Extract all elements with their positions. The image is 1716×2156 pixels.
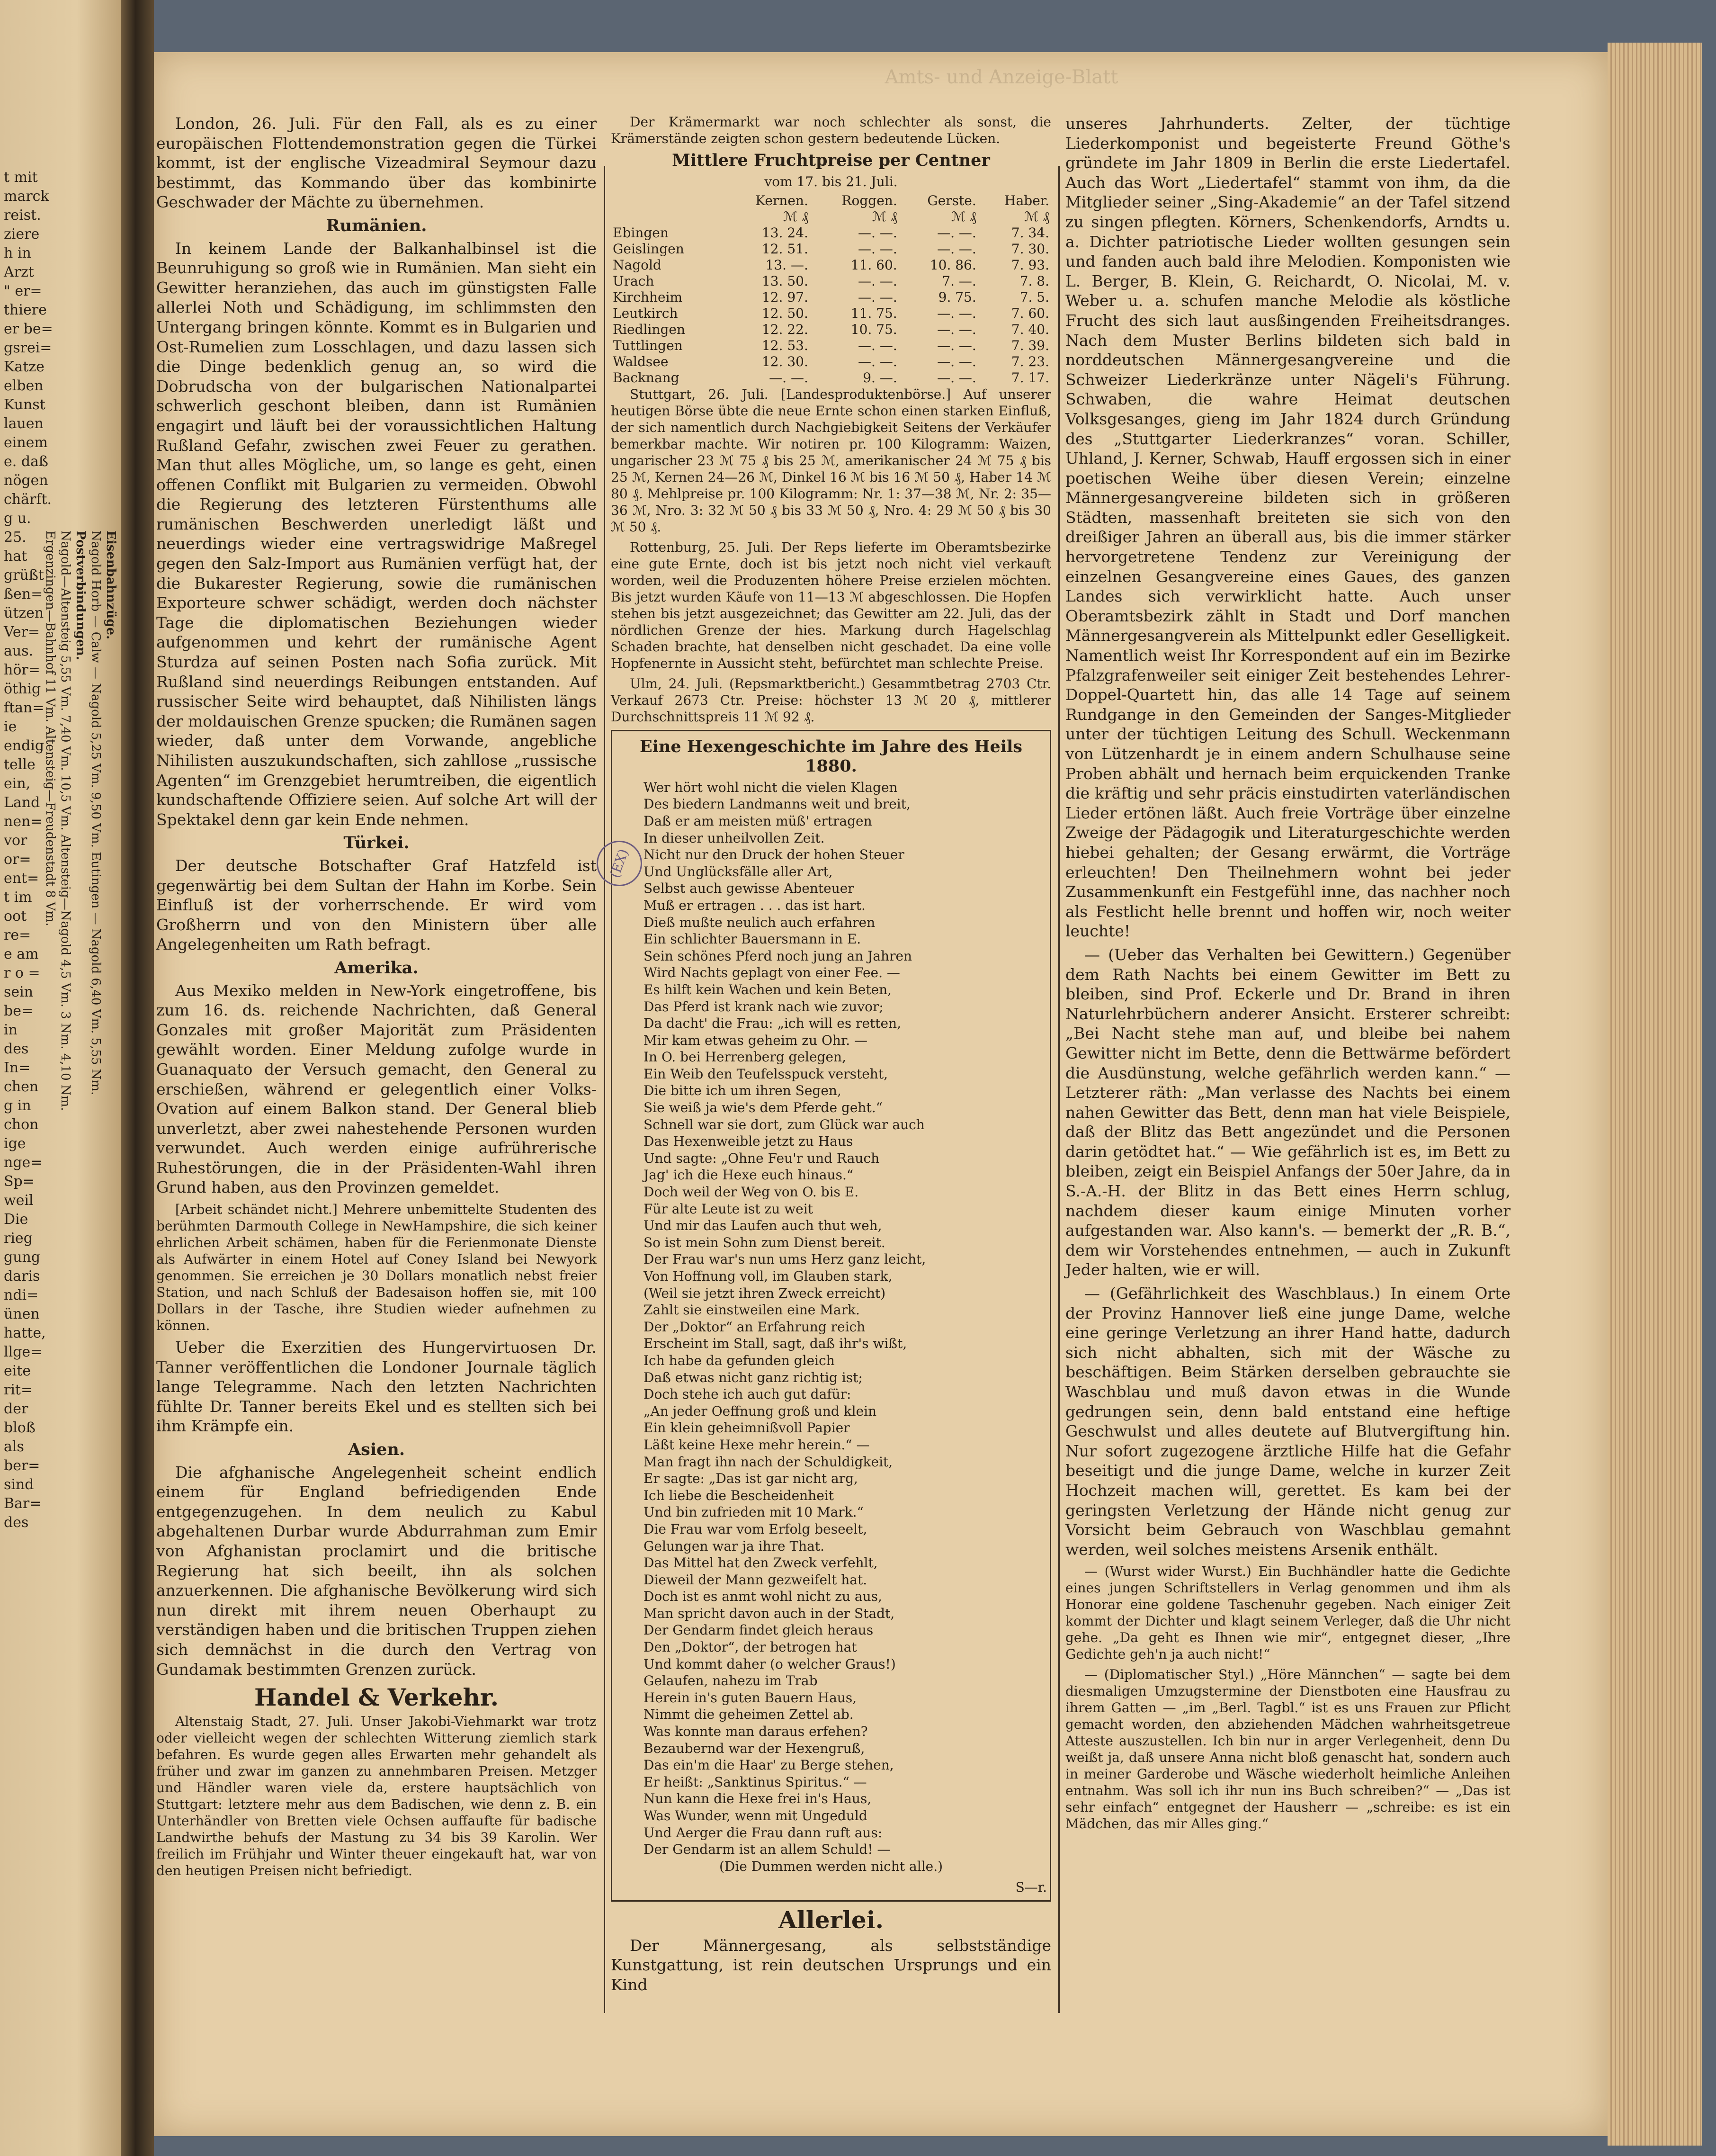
price-table-subtitle: vom 17. bis 21. Juli.	[764, 173, 898, 189]
price-value-cell: —. —.	[937, 225, 976, 241]
poem-line: Der Gendarm ist an allem Schuld! —	[644, 1842, 891, 1858]
left-fragment: endig	[4, 737, 45, 754]
poem-line: Die bitte ich um ihren Segen,	[644, 1083, 841, 1099]
left-page	[0, 0, 128, 2156]
column-2	[611, 114, 1051, 1998]
left-fragment: nen=	[4, 813, 43, 830]
left-fragment: als	[4, 1438, 24, 1455]
stil-paragraph: — (Diplomatischer Styl.) „Höre Männchen“ — sagte bei dem diesmaligen Umzugstermine der Dienstboten eine Hausfrau zu ihrem Gatten — „im „Berl. Tagbl.“ ist es uns Frauen zur Pflicht gemacht worden, den abziehenden Mädchen wahrheitsgetreue Atteste auszustellen. Ich bin nur in arger Verlegenheit, denn Du weißt ja, daß unsere Anna nicht bloß genascht hat, sondern auch in meiner Garderobe und Wäsche wiederholt heimliche Anleihen entnahm. Was soll ich ihr nun ins Buch schreiben?“ — „Das ist sehr einfach“ entgegnet der Hausherr — „schreibe: es ist ein Mädchen, das mir Alles ging.“	[1065, 1667, 1510, 1832]
poem-line: Ich habe da gefunden gleich	[644, 1352, 835, 1368]
price-value-cell: 7. 8.	[1019, 273, 1049, 289]
price-table-header-row	[611, 193, 1051, 209]
left-fragment: Bar=	[4, 1495, 42, 1512]
price-place-cell: Riedlingen	[613, 321, 686, 337]
waschblau-paragraph: — (Gefährlichkeit des Waschblaus.) In einem Orte der Provinz Hannover ließ eine junge Dame, welche eine geringe Verletzung an ihrer Hand hatte, dadurch sich nicht abhalten, sich mit der Wäsche zu beschäftigen. Beim Stärken derselben gebrauchte sie Waschblau und muß davon etwas in die Wunde gedrungen sein, denn bald entstand eine heftige Geschwulst und alles deutete auf Blutvergiftung hin. Nur sofort zugezogene ärztliche Hilfe hat die Gefahr beseitigt und die junge Dame, welche in kurzer Zeit Hochzeit machen will, gerettet. Es kam bei der geringsten Verletzung der Hände nicht genug zur Vorsicht beim Gebrauch von Waschblau gemahnt werden, weil solches meistens Arsenik enthält.	[1065, 1284, 1510, 1559]
poem-line: Das Hexenweible jetzt zu Haus	[644, 1133, 853, 1150]
poem-line: (Weil sie jetzt ihren Zweck erreicht)	[644, 1285, 886, 1301]
poem-line: Die Frau war vom Erfolg beseelt,	[644, 1521, 867, 1537]
poem-line: Selbst auch gewisse Abenteuer	[644, 880, 854, 897]
poem-line: Für alte Leute ist zu weit	[644, 1201, 813, 1217]
left-fragment: chen	[4, 1078, 39, 1095]
left-fragment: t im	[4, 889, 32, 906]
poem-line: Das Pferd ist krank nach wie zuvor;	[644, 998, 884, 1015]
left-fragment: rieg	[4, 1230, 33, 1247]
poem-line: Und kommt daher (o welcher Graus!)	[644, 1656, 896, 1672]
left-fragment: hatte,	[4, 1325, 46, 1341]
left-fragment: be=	[4, 1003, 34, 1019]
table-row	[611, 354, 1051, 370]
poem-line: Nun kann die Hexe frei in's Haus,	[644, 1791, 872, 1807]
timetable-a-title: Eisenbahnzüge.	[104, 530, 118, 640]
timetable-column	[43, 530, 118, 1137]
left-fragment: daris	[4, 1268, 40, 1285]
left-fragment: g in	[4, 1097, 31, 1114]
poem-line: Bezaubernd war der Hexengruß,	[644, 1740, 865, 1756]
table-row	[611, 338, 1051, 354]
table-row	[611, 289, 1051, 305]
price-value-cell: 10. 86.	[930, 257, 976, 273]
heading-allerlei: Allerlei.	[778, 1905, 884, 1934]
amerika-paragraph: Aus Mexiko melden in New-York eingetroffene, bis zum 16. ds. reichende Nachrichten, daß General Gonzales mit großer Majorität zum Präsidenten gewählt worden. Einer Meldung zufolge wurde in Guanaquato der Versuch gemacht, den General zu erschießen, während er gelegentlich einer Volks-Ovation auf einem Balkon stand. Der General blieb unverletzt, aber zwei nahestehende Personen wurden verwundet. Auch werden einige aufrührerische Ruhestörungen, die in der Präsidenten-Wahl ihren Grund haben, aus den Provinzen gemeldet.	[156, 981, 597, 1197]
price-value-cell: 13. 24.	[761, 225, 808, 241]
left-fragment: Arzt	[4, 264, 34, 280]
price-value-cell: —. —.	[858, 241, 897, 257]
ulm-paragraph: Ulm, 24. Juli. (Repsmarktbericht.) Gesammtbetrag 2703 Ctr. Verkauf 2673 Ctr. Preise: höchster 13 ℳ 20 ₰, mittlerer Durchschnittspreis 11 ℳ 92 ₰.	[611, 675, 1051, 725]
poem-line: Der Frau war's nun ums Herz ganz leicht,	[644, 1251, 926, 1267]
poem-line: Er heißt: „Sanktinus Spiritus.“ —	[644, 1774, 867, 1790]
left-fragment: ein,	[4, 775, 31, 792]
price-value-cell: 12. 50.	[761, 305, 808, 321]
left-fragment: In=	[4, 1060, 31, 1076]
poem-line: Und sagte: „Ohne Feu'r und Rauch	[644, 1150, 880, 1166]
left-fragment: öthig	[4, 681, 41, 697]
left-fragment: marck	[4, 188, 49, 205]
poem-line: Jag' ich die Hexe euch hinaus.“	[644, 1167, 854, 1183]
left-fragment: rit=	[4, 1382, 33, 1398]
left-fragment: einem	[4, 434, 48, 451]
left-fragment: e. daß	[4, 453, 48, 470]
poem-line: Gelungen war ja ihre That.	[644, 1538, 825, 1554]
left-fragment: grüßt	[4, 567, 44, 584]
table-row	[611, 305, 1051, 322]
poem-line: Dieweil der Mann gezweifelt hat.	[644, 1572, 867, 1588]
wurst-paragraph: — (Wurst wider Wurst.) Ein Buchhändler hatte die Gedichte eines jungen Schriftstellers in Verlag genommen und ihm als Honorar eine goldene Taschenuhr gegeben. Nach einiger Zeit kommt der Dichter und klagt seinem Verleger, daß die Uhr nicht gehe. „Da geht es Ihnen wie mir“, entgegnet dieser, „Ihre Gedichte geh'n ja auch nicht!“	[1065, 1563, 1510, 1662]
page-edge	[1608, 43, 1702, 2146]
price-place-cell: Urach	[613, 273, 654, 289]
price-value-cell: 13. 50.	[761, 273, 808, 289]
price-value-cell: 7. —.	[942, 273, 976, 289]
left-fragment: vor	[4, 832, 27, 849]
poem-line: Den „Doktor“, der betrogen hat	[644, 1639, 857, 1655]
left-fragment: t mit	[4, 169, 38, 186]
poem-signature: S—r.	[1015, 1879, 1047, 1895]
poem-line: Sie weiß ja wie's dem Pferde geht.“	[644, 1100, 883, 1116]
poem-line: Herein in's guten Bauern Haus,	[644, 1689, 857, 1706]
poem-line: Des biedern Landmanns weit und breit,	[644, 796, 911, 812]
poem-line: Man spricht davon auch in der Stadt,	[644, 1605, 895, 1621]
left-fragment: gsrei=	[4, 340, 52, 356]
poem-line: Dieß mußte neulich auch erfahren	[644, 914, 876, 930]
left-fragment: telle	[4, 756, 36, 773]
price-place-cell: Geislingen	[613, 241, 684, 257]
poem-title: Eine Hexengeschichte im Jahre des Heils 1880.	[639, 737, 1023, 776]
price-value-cell: —. —.	[858, 353, 897, 369]
poem-line: Der Gendarm findet gleich heraus	[644, 1622, 874, 1638]
price-value-cell: 12. 30.	[761, 353, 808, 369]
price-value-cell: —. —.	[937, 353, 976, 369]
price-unit-cell: ℳ ₰	[783, 208, 808, 225]
price-value-cell: 11. 75.	[850, 305, 897, 321]
price-value-cell: 9. —.	[863, 369, 897, 386]
arbeit-paragraph: [Arbeit schändet nicht.] Mehrere unbemittelte Studenten des berühmten Darmouth College in NewHampshire, die sich keiner ehrlichen Arbeit schämen, haben für die Ferienmonate Dienste als Aufwärter in einem Hotel auf Coney Island bei Newyork genommen. Sie erreichen je 30 Dollars monatlich nebst freier Station, und nach Schluß der Badesaison hoffen sie, mit 100 Dollars in der Tasche, ihre Studien wieder aufnehmen zu können.	[156, 1202, 597, 1334]
table-row	[611, 257, 1051, 273]
gewitter-paragraph: — (Ueber das Verhalten bei Gewittern.) Gegenüber dem Rath Nachts bei einem Gewitter im Bett zu bleiben, sind Prof. Eckerle und Dr. Brand in ihren Naturlehrbüchern anderer Ansicht. Ersterer schreibt: „Bei Nacht stehe man auf, und bleibe bei nahem Gewitter nicht im Bette, denn die Bettwärme befördert die Ausdünstung, welche gefährlich werden kann.“ — Letzterer räth: „Man verlasse des Nachts bei einem nahen Gewitter das Bett, denn man hat viele Beispiele, daß der Blitz das Bett angezündet und die Personen darin getödtet hat.“ — Wie gefährlich ist es, im Bett zu bleiben, zeigt ein Beispiel Anfangs der 50er Jahre, da in S.-A.-H. der Blitz in das Bett eines Herrn schlug, nachdem dieser kaum einige Minuten vorher aufgestanden war. Also kann's. — bemerkt der „R. B.“, dem wir Vorstehendes entnehmen, — auch in Zukunft Jeder halten, wie er will.	[1065, 945, 1510, 1279]
left-fragment: llge=	[4, 1344, 43, 1360]
left-fragment: chärft.	[4, 491, 52, 508]
poem-line: Schnell war sie dort, zum Glück war auch	[644, 1116, 925, 1132]
tanner-paragraph: Ueber die Exerzitien des Hungervirtuosen Dr. Tanner veröffentlichen die Londoner Journale täglich lange Telegramme. Nach den letzten Nachrichten fühlte Dr. Tanner bereits Ekel und es stellten sich bei ihm Krämpfe ein.	[156, 1338, 597, 1436]
left-fragment: " er=	[4, 283, 42, 299]
left-fragment: sein	[4, 984, 34, 1000]
masthead-fragment: Amts- und Anzeige-Blatt	[885, 66, 1118, 88]
book-gutter	[121, 0, 154, 2156]
price-value-cell: 7. 30.	[1011, 241, 1049, 257]
left-fragment: ftan=	[4, 700, 45, 716]
left-fragment: Ver=	[4, 624, 40, 640]
table-row	[611, 241, 1051, 257]
heading-amerika: Amerika.	[334, 958, 419, 978]
left-fragment: ßen=	[4, 586, 43, 602]
price-value-cell: —. —.	[937, 321, 976, 337]
poem-line: Nicht nur den Druck der hohen Steuer	[644, 847, 904, 863]
poem-line: Und Aerger die Frau dann ruft aus:	[644, 1824, 883, 1841]
stuttgart-paragraph: Stuttgart, 26. Juli. [Landesproduktenbörse.] Auf unserer heutigen Börse übte die neue Ernte schon einen starken Einfluß, der sich namentlich durch Nachgiebigkeit Seitens der Verkäufer bemerkbar machte. Wir notiren pr. 100 Kilogramm: Waizen, ungarischer 23 ℳ 75 ₰ bis 25 ℳ, amerikanischer 24 ℳ 75 ₰ bis 25 ℳ, Kernen 24—26 ℳ, Dinkel 16 ℳ bis 16 ℳ 50 ₰, Haber 14 ℳ 80 ₰. Mehlpreise pr. 100 Kilogramm: Nr. 1: 37—38 ℳ, Nr. 2: 35—36 ℳ, Nro. 3: 32 ℳ 50 ₰ bis 33 ℳ 50 ₰, Nro. 4: 29 ℳ 50 ₰ bis 30 ℳ 50 ₰.	[611, 386, 1051, 535]
poem-line: Ein schlichter Bauersmann in E.	[644, 931, 861, 947]
left-fragment: bloß	[4, 1419, 36, 1436]
left-fragment: ützen	[4, 605, 44, 621]
poem-line: Es hilft kein Wachen und kein Beten,	[644, 981, 892, 997]
price-value-cell: 7. 39.	[1011, 337, 1049, 353]
poem-line: Was konnte man daraus erfehen?	[644, 1724, 868, 1740]
left-fragment: eite	[4, 1363, 31, 1379]
left-fragment: nge=	[4, 1154, 43, 1171]
left-fragment: hat	[4, 548, 27, 565]
poem-line: Ich liebe die Bescheidenheit	[644, 1487, 834, 1503]
column-rule-2	[1058, 166, 1060, 2013]
left-fragment: Land	[4, 794, 40, 811]
poem-line: Das ein'm die Haar' zu Berge stehen,	[644, 1757, 894, 1773]
price-table-title: Mittlere Fruchtpreise per Centner	[672, 151, 990, 170]
left-fragment: ent=	[4, 870, 39, 887]
left-fragment: ie	[4, 719, 17, 735]
poem-line: In dieser unheilvollen Zeit.	[644, 830, 825, 846]
poem-line: Gelaufen, nahezu im Trab	[644, 1673, 818, 1689]
poem-line: Muß er ertragen . . . das ist hart.	[644, 897, 866, 913]
left-fragment: ber=	[4, 1457, 40, 1474]
poem-note: (Die Dummen werden nicht alle.)	[719, 1858, 943, 1874]
price-place-cell: Kirchheim	[613, 289, 683, 305]
left-fragment: nögen	[4, 472, 48, 489]
price-value-cell: 13. —.	[765, 257, 808, 273]
left-fragment: gung	[4, 1249, 41, 1266]
poem-line: Erscheint im Stall, sagt, daß ihr's wißt,	[644, 1336, 907, 1352]
poem-line: Doch ist es anmt wohl nicht zu aus,	[644, 1589, 882, 1605]
price-value-cell: 11. 60.	[850, 257, 897, 273]
left-fragment: in	[4, 1022, 18, 1038]
heading-handel: Handel & Verkehr.	[254, 1683, 499, 1712]
left-fragment: re=	[4, 927, 31, 943]
left-fragment: ünen	[4, 1306, 40, 1322]
left-fragment: chon	[4, 1116, 39, 1133]
left-fragment: r o =	[4, 965, 40, 981]
poem-line: Läßt keine Hexe mehr herein.“ —	[644, 1437, 870, 1453]
poem-line: Daß er am meisten müß' ertragen	[644, 813, 872, 829]
left-fragment: reist.	[4, 207, 41, 224]
poem-box	[611, 730, 1051, 1902]
price-place-cell: Ebingen	[613, 225, 669, 241]
price-unit-cell: ℳ ₰	[872, 208, 897, 225]
left-fragment: aus.	[4, 643, 34, 659]
price-place-cell: Leutkirch	[613, 305, 678, 321]
poem-line: In O. bei Herrenberg gelegen,	[644, 1049, 846, 1065]
left-fragment: oot	[4, 908, 27, 925]
kraemer-paragraph: Der Krämermarkt war noch schlechter als sonst, die Krämerstände zeigten schon gestern bedeutende Lücken.	[611, 114, 1051, 146]
london-paragraph: London, 26. Juli. Für den Fall, als es zu einer europäischen Flottendemonstration gegen die Türkei kommt, ist der englische Vizeadmiral Seymour dazu bestimmt, das Kommando über das kombinirte Geschwader der Mächte zu übernehmen.	[156, 114, 597, 212]
price-value-cell: 12. 53.	[761, 337, 808, 353]
poem-line: Und Unglücksfälle aller Art,	[644, 863, 833, 880]
left-fragment: e am	[4, 946, 39, 962]
heading-asien: Asien.	[348, 1440, 405, 1460]
price-value-cell: —. —.	[858, 273, 897, 289]
left-fragment: Katze	[4, 359, 45, 375]
price-header-cell: Kernen.	[755, 192, 808, 208]
poem-line: Man fragt ihn nach der Schuldigkeit,	[644, 1454, 893, 1470]
left-fragment: der	[4, 1401, 28, 1417]
left-fragment: Die	[4, 1211, 28, 1228]
tuerkei-paragraph: Der deutsche Botschafter Graf Hatzfeld ist gegenwärtig bei dem Sultan der Hahn im Korbe. Sein Einfluß ist der vorherrschende. Er wird vom Großherrn und von den Ministern über alle Angelegenheiten um Rath befragt.	[156, 856, 597, 954]
left-fragment: hör=	[4, 662, 40, 678]
price-header-cell: Haber.	[1004, 192, 1049, 208]
left-fragment: 25.	[4, 529, 27, 546]
heading-rumaenien: Rumänien.	[326, 216, 427, 235]
poem-line: Doch weil der Weg von O. bis E.	[644, 1184, 859, 1200]
price-value-cell: 7. 60.	[1011, 305, 1049, 321]
poem-line: Wer hört wohl nicht die vielen Klagen	[644, 779, 898, 795]
timetable-a-text: Nagold Horb — Calw — Nagold 5,25 Vm. 9,50 Vm. Eutingen — Nagold 6,40 Vm. 5,55 Nm.	[89, 530, 103, 1096]
left-fragment: elben	[4, 377, 44, 394]
poem-line: Er sagte: „Das ist gar nicht arg,	[644, 1471, 858, 1487]
price-value-cell: 7. 17.	[1011, 369, 1049, 386]
price-header-cell: Roggen.	[841, 192, 897, 208]
price-value-cell: 7. 93.	[1011, 257, 1049, 273]
price-value-cell: —. —.	[858, 337, 897, 353]
price-unit-cell: ℳ ₰	[951, 208, 976, 225]
poem-line: Und mir das Laufen auch thut weh,	[644, 1218, 882, 1234]
left-fragment: Sp=	[4, 1173, 35, 1190]
price-place-cell: Nagold	[613, 257, 661, 273]
poem-line: Wird Nachts geplagt von einer Fee. —	[644, 965, 900, 981]
price-value-cell: —. —.	[858, 289, 897, 305]
table-row	[611, 370, 1051, 386]
poem-line: Ein klein geheimnißvoll Papier	[644, 1420, 850, 1436]
price-value-cell: —. —.	[937, 305, 976, 321]
price-unit-cell: ℳ ₰	[1024, 208, 1049, 225]
left-fragment: des	[4, 1514, 29, 1531]
price-value-cell: —. —.	[769, 369, 808, 386]
price-value-cell: 12. 22.	[761, 321, 808, 337]
poem-line: Von Hoffnung voll, im Glauben stark,	[644, 1268, 893, 1284]
table-row	[611, 322, 1051, 338]
left-fragment: ige	[4, 1135, 26, 1152]
price-unit-cell	[611, 209, 725, 225]
poem-lines	[615, 779, 1047, 1858]
rottenburg-paragraph: Rottenburg, 25. Juli. Der Reps lieferte im Oberamtsbezirke eine gute Ernte, doch ist bis jetzt noch nicht viel verkauft worden, weil die Produzenten höhere Preise erzielen möchten. Bis jetzt wurden Käufe von 11—13 ℳ abgeschlossen. Die Hopfen stehen bis jetzt ausgezeichnet; das Gewitter am 22. Juli, das der nördlichen Grenze der hies. Markung durch Hagelschlag Schaden brachte, hat denselben nicht geschadet. Da eine volle Hopfenernte in Aussicht steht, befürchtet man schlechte Preise.	[611, 539, 1051, 671]
left-fragment: des	[4, 1041, 29, 1057]
left-fragment: Kunst	[4, 396, 45, 413]
left-fragment: g u.	[4, 510, 31, 527]
column-3	[1065, 114, 1510, 1836]
price-table-unit-row	[611, 209, 1051, 225]
poem-line: Und bin zufrieden mit 10 Mark.“	[644, 1504, 864, 1520]
price-value-cell: —. —.	[937, 337, 976, 353]
price-place-cell: Waldsee	[613, 353, 669, 369]
poem-line: Da dacht' die Frau: „ich will es retten,	[644, 1015, 902, 1032]
timetable-b-title: Postverbindungen.	[73, 530, 88, 660]
price-value-cell: 7. 40.	[1011, 321, 1049, 337]
price-place-cell: Tuttlingen	[613, 337, 683, 353]
poem-line: Der „Doktor“ an Erfahrung reich	[644, 1319, 866, 1335]
left-fragment: lauen	[4, 415, 44, 432]
price-table	[611, 193, 1051, 386]
price-value-cell: 12. 51.	[761, 241, 808, 257]
price-place-cell: Backnang	[613, 369, 679, 386]
left-fragment: ziere	[4, 226, 40, 243]
price-value-cell: 10. 75.	[850, 321, 897, 337]
price-value-cell: —. —.	[937, 241, 976, 257]
left-fragment: or=	[4, 851, 31, 868]
price-header-cell	[611, 193, 725, 209]
poem-line: Mir kam etwas geheim zu Ohr. —	[644, 1032, 868, 1048]
left-fragment: sind	[4, 1476, 34, 1493]
left-fragment: thiere	[4, 302, 47, 318]
left-fragment: ndi=	[4, 1287, 39, 1303]
poem-line: Sein schönes Pferd noch jung an Jahren	[644, 948, 912, 964]
price-value-cell: 7. 5.	[1019, 289, 1049, 305]
price-value-cell: 7. 23.	[1011, 353, 1049, 369]
poem-line: Was Wunder, wenn mit Ungeduld	[644, 1808, 867, 1824]
poem-line: Doch stehe ich auch gut dafür:	[644, 1386, 851, 1402]
column-1	[156, 114, 597, 1883]
poem-line: Zahlt sie einstweilen eine Mark.	[644, 1302, 860, 1318]
table-row	[611, 273, 1051, 289]
table-row	[611, 225, 1051, 241]
price-value-cell: 9. 75.	[938, 289, 976, 305]
price-value-cell: —. —.	[937, 369, 976, 386]
column-rule-1	[604, 166, 605, 2013]
poem-line: Ein Weib den Teufelsspuck versteht,	[644, 1066, 888, 1082]
rumaenien-paragraph: In keinem Lande der Balkanhalbinsel ist die Beunruhigung so groß wie in Rumänien. Man sieht ein Gewitter heranziehen, das auch im günstigsten Falle allerlei Noth und Schädigung, im schlimmsten den Untergang bringen könnte. Kommt es in Bulgarien und Ost-Rumelien zum Losschlagen, und dazu lassen sich die Dinge bedenklich genug an, so wird die Dobrudscha von der bulgarischen Nationalpartei schwerlich geschont bleiben, dann ist Rumänien engagirt und läuft bei der voraussichtlichen Haltung Rußland Gefahr, zwischen zwei Feuer zu gerathen. Man thut alles Mögliche, um, so lange es geht, einen offenen Conflikt mit Bulgarien zu vermeiden. Obwohl die Regierung des letzteren Fürstenthums alle rumänischen Beschwerden unerledigt läßt und neuerdings wieder eine vertragswidrige Maßregel gegen den Salz-Import aus Rumänien verfügt hat, der die Bukarester Regierung, sowie die rumänischen Exporteure schwer schädigt, werden doch nächster Tage die diplomatischen Beziehungen wieder aufgenommen und kehrt der rumänische Agent Sturdza auf seinen Posten nach Sofia zurück. Mit Rußland sind neuerdings Reibungen entstanden. Auf russischer Seite wird behauptet, daß Nihilisten längs der moldauischen Grenze spucken; die Rumänen sagen wieder, daß unter dem Vorwande, angebliche Nihilisten auszukundschaften, sich zahllose „russische Agenten“ im Grenzgebiet herumtreiben, die eigentlich kundschaftende Offiziere seien. Auf solche Art will der Spektakel denn gar kein Ende nehmen.	[156, 239, 597, 829]
price-value-cell: 12. 97.	[761, 289, 808, 305]
left-fragment: weil	[4, 1192, 34, 1209]
poem-line: „An jeder Oeffnung groß und klein	[644, 1403, 877, 1419]
timetable-b-text: Nagold—Altensteig 5,55 Vm. 7,40 Vm. 10,5 Vm. Altensteig—Nagold 4,5 Vm. 3 Nm. 4,10 Nm. Ergenzingen—Bahnhof 11 Vm. Altensteig—Freudenstadt 8 Vm.	[43, 530, 72, 1111]
left-fragment: er be=	[4, 321, 53, 337]
heading-tuerkei: Türkei.	[343, 833, 410, 853]
poem-line: Daß etwas nicht ganz richtig ist;	[644, 1369, 863, 1385]
handel-paragraph: Altenstaig Stadt, 27. Juli. Unser Jakobi-Viehmarkt war trotz oder vielleicht wegen der schlechten Witterung ziemlich stark befahren. Es wurde gegen alles Erwarten mehr gehandelt als früher und zwar im ganzen zu annehmbaren Preisen. Metzger und Händler waren viele da, erstere hauptsächlich von Stuttgart: letztere mehr aus dem Badischen, wie denn z. B. ein Unterhändler von Bretten viele Ochsen auffaufte für badische Landwirthe behufs der Mastung zu 34 bis 39 Karolin. Wer freilich im Frühjahr und Winter theuer eingekauft hat, war von den heutigen Preisen nicht befriedigt.	[156, 1713, 597, 1878]
price-value-cell: —. —.	[858, 225, 897, 241]
poem-line: So ist mein Sohn zum Dienst bereit.	[644, 1234, 885, 1250]
asien-paragraph: Die afghanische Angelegenheit scheint endlich einem für England befriedigenden Ende entgegenzugehen. In dem neulich zu Kabul abgehaltenen Durbar wurde Abdurrahman zum Emir von Afghanistan proclamirt und die britische Regierung hat sich beeilt, ihn als solchen anzuerkennen. Die afghanische Bevölkerung wird sich nun direkt mit ihrem neuen Oberhaupt zu verständigen haben und die britischen Truppen ziehen sich demnächst in die durch den Vertrag von Gundamak bestimmten Grenzen zurück.	[156, 1463, 597, 1679]
maennergesang-paragraph: unseres Jahrhunderts. Zelter, der tüchtige Liederkomponist und begeisterte Freund Göthe's gründete im Jahr 1809 in Berlin die erste Liedertafel. Auch das Wort „Liedertafel“ stammt von ihm, da die Mitglieder seiner „Sing-Akademie“ an der Tafel sitzend zu singen pflegten. Körners, Schenkendorfs, Arndts u. a. Dichter patriotische Lieder wollten gesungen sein und fanden auch bald ihre Melodien. Komponisten wie L. Berger, B. Klein, G. Reichardt, O. Nicolai, M. v. Weber u. a. schufen manche Melodie als köstliche Frucht des sich laut ausßingenden Freiheitsdranges. Nach dem Muster Berlins bildeten sich bald in norddeutschen Männergesangvereine und die Schweizer Liederkränze unter Nägeli's Führung. Schwaben, die wahre Heimat deutschen Volksgesanges, gieng im Jahr 1824 durch Gründung des „Stuttgarter Liederkranzes“ voran. Schiller, Uhland, J. Kerner, Schwab, Hauff ergossen sich in einer poetischen Weihe über diesen Verein; einzelne Männergesangvereine bildeten sich in größeren Städten, massenhaft breiteten sie sich von den dreißiger Jahren an überall aus, bis die immer stärker hervorgetretene Tendenz zur Vereinigung der einzelnen Gesangvereine eines Gaues, des ganzen Landes sich verwirklicht hatte. Auch unser Oberamtsbezirk zählt in Stadt und Dorf manchen Männergesangverein als Mittelpunkt edler Geselligkeit. Namentlich weist Ihr Korrespondent auf ein im Bezirke Pfalzgrafenweiler seit einiger Zeit bestehendes Lehrer-Doppel-Quartett hin, das alle 14 Tage auf seinem Rundgange in den Gemeinden der Sanges-Mitglieder unter der tüchtigen Leitung des Schull. Weckenmann von Lützenhardt je in einem andern Schulhause seine Proben abhält und hernach beim erquickenden Tranke die kräftig und sehr präcis einstudirten vaterländischen Lieder ertönen läßt. Auch freie Vorträge über einzelne Zweige der Pädagogik und Literaturgeschichte werden hiebei gehalten; der Gesang erwärmt, die Vorträge erleuchten! Den Theilnehmern wohnt bei jeder Zusammenkunft ein Festgefühl inne, das nachher noch als Festlicht helle brennt und hoffen wir, noch weiter leuchte!	[1065, 114, 1510, 941]
poem-line: Nimmt die geheimen Zettel ab.	[644, 1707, 854, 1723]
poem-line: Das Mittel hat den Zweck verfehlt,	[644, 1555, 878, 1571]
library-stamp: (EX)	[590, 834, 648, 892]
price-value-cell: 7. 34.	[1011, 225, 1049, 241]
left-fragment: h in	[4, 245, 31, 261]
price-header-cell: Gerste.	[927, 192, 976, 208]
allerlei-paragraph: Der Männergesang, als selbstständige Kunstgattung, ist rein deutschen Ursprungs und ein Kind	[611, 1936, 1051, 1994]
